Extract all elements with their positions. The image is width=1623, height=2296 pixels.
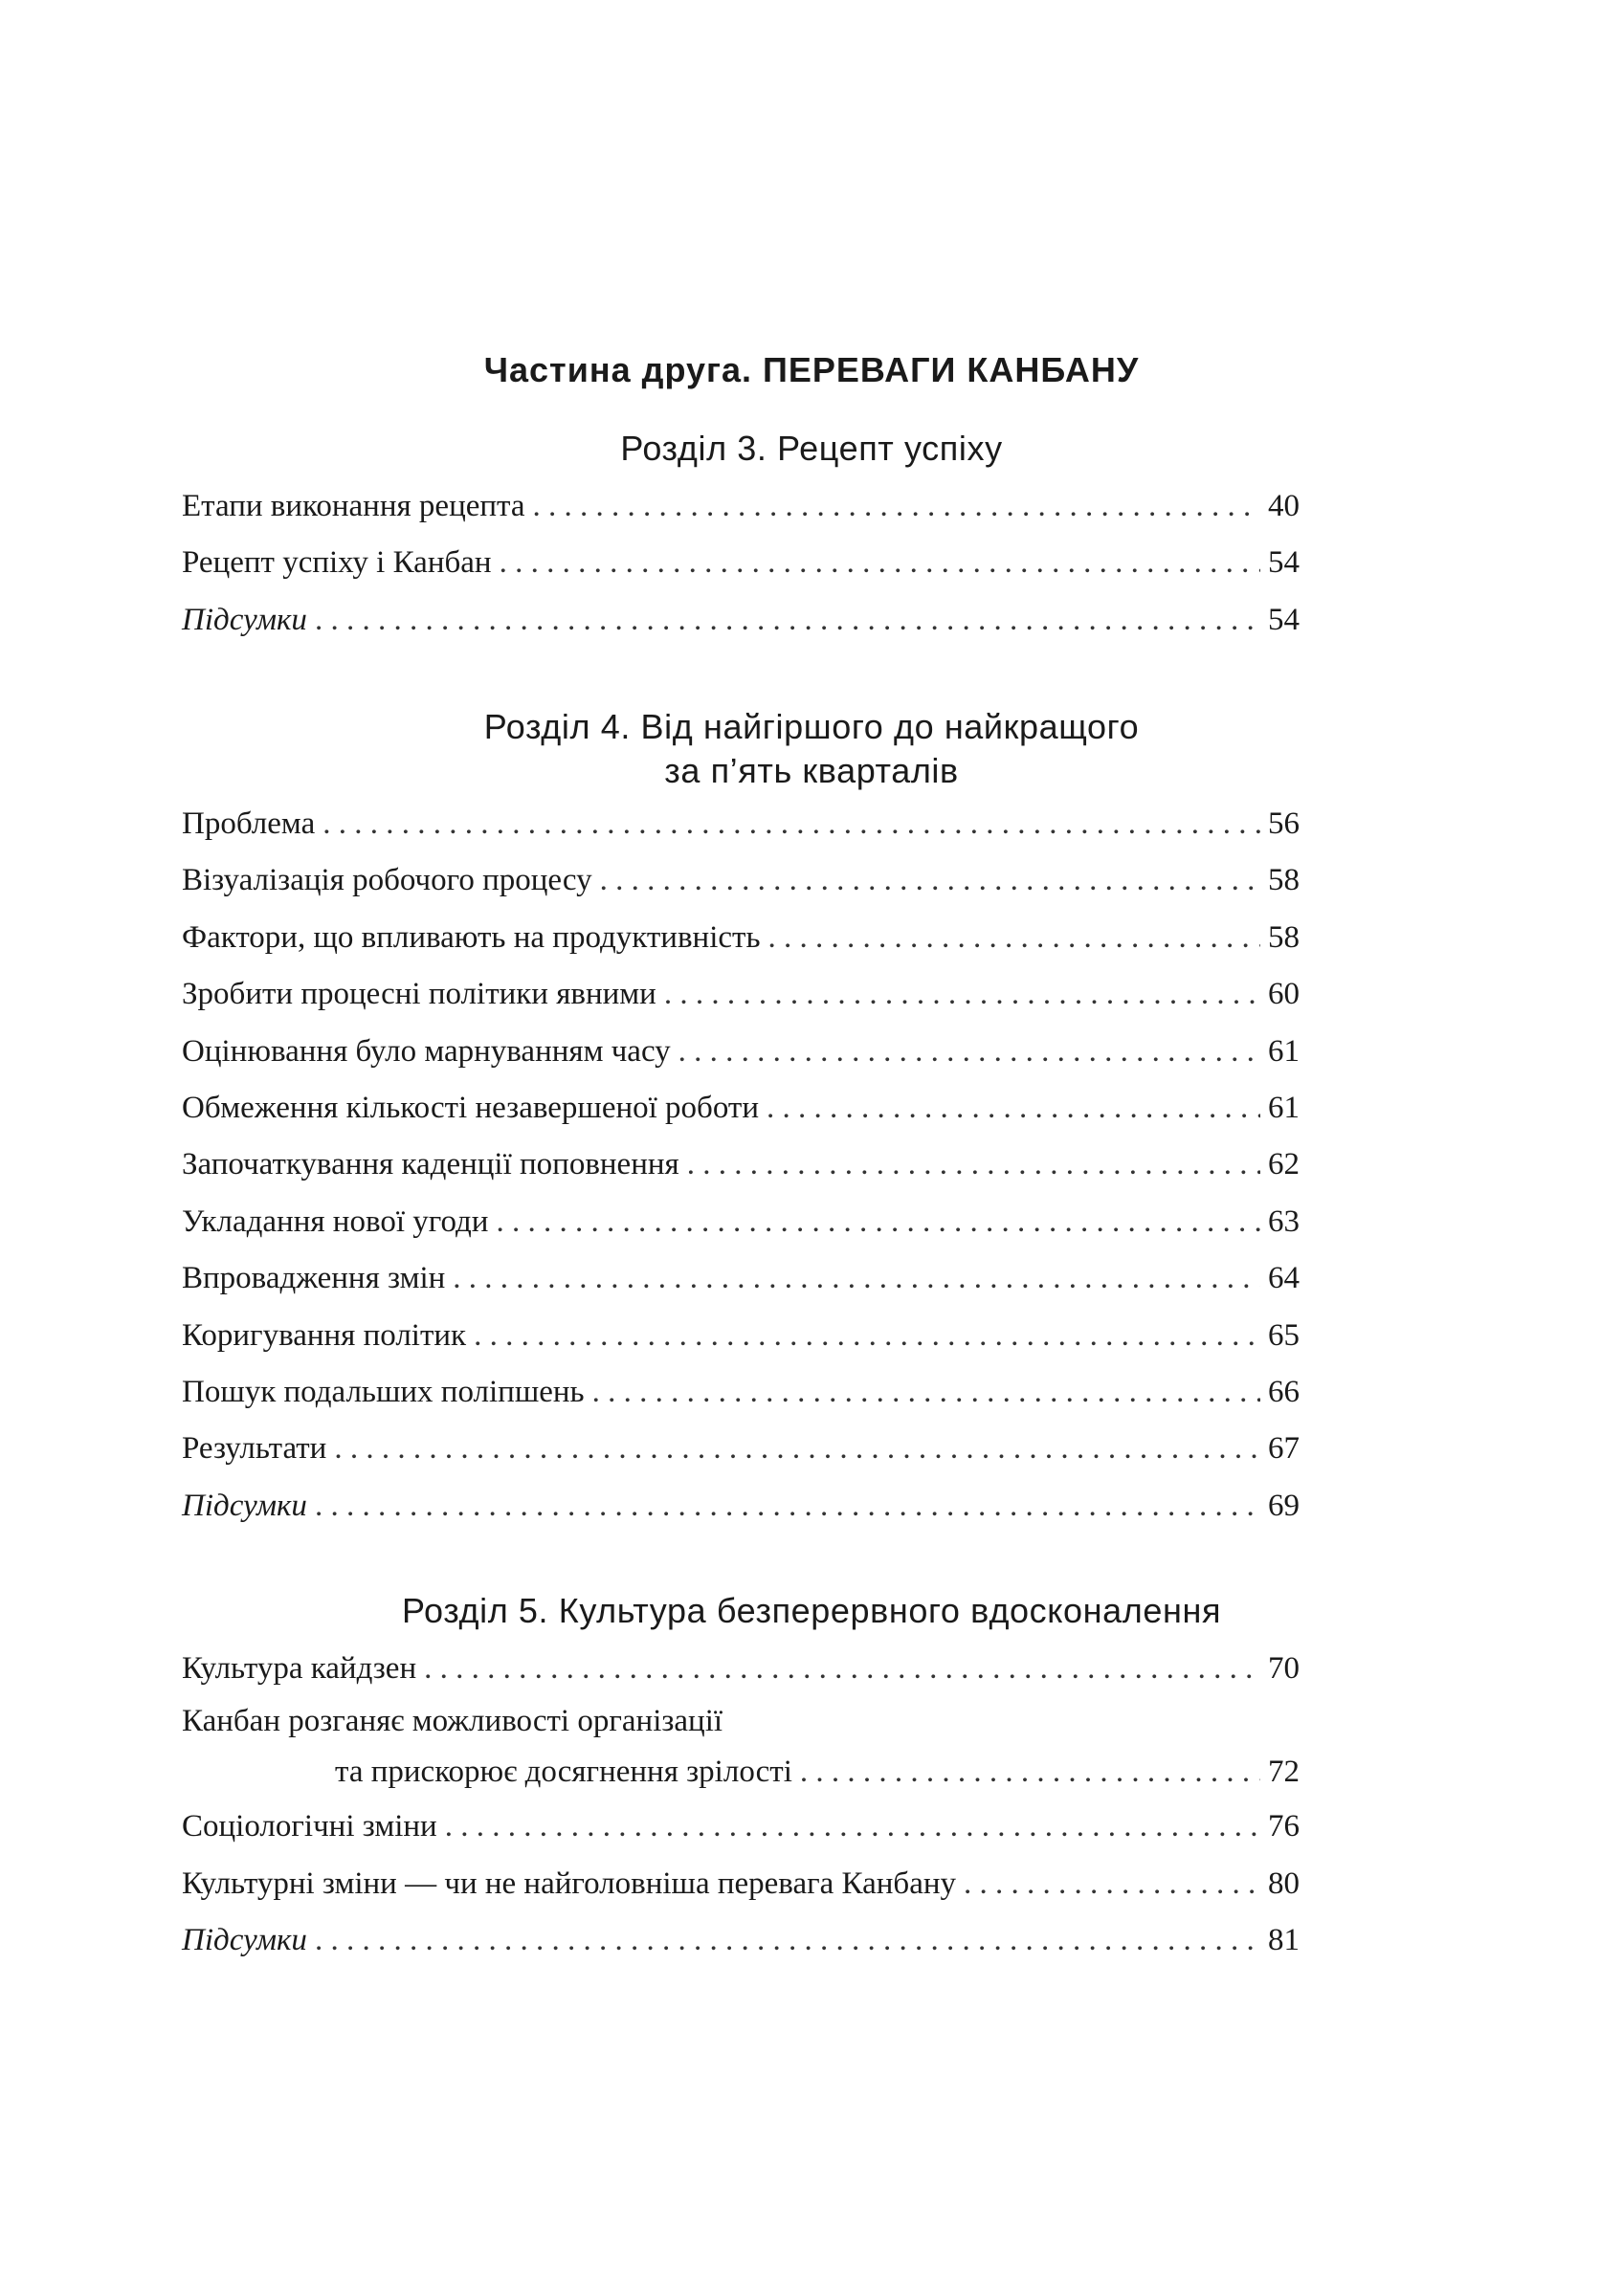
dot-leader	[424, 1641, 1260, 1697]
toc-entry[interactable]	[182, 1364, 1300, 1421]
chapter-3-title	[0, 427, 1623, 471]
toc-entry-label: Проблема	[182, 806, 316, 841]
toc-entry[interactable]	[182, 1697, 1300, 1799]
toc-entry[interactable]	[182, 852, 1300, 909]
dot-leader	[315, 1478, 1260, 1534]
dot-leader	[678, 1024, 1260, 1080]
toc-entry[interactable]	[182, 1194, 1300, 1250]
toc-entry-label: Пошук подальших поліпшень	[182, 1374, 585, 1409]
chapter-4-entries	[182, 796, 1300, 1534]
toc-entry-page: 60	[1268, 977, 1300, 1012]
toc-entry-label-cont: та прискорює досягнення зрілості	[335, 1755, 792, 1790]
toc-entry-label: Започаткування каденції поповнення	[182, 1147, 679, 1182]
chapter-5-title	[0, 1589, 1623, 1633]
dot-leader	[600, 852, 1260, 909]
toc-entry-label: Оцінювання було марнуванням часу	[182, 1033, 671, 1069]
toc-entry-page: 62	[1268, 1147, 1300, 1182]
chapter-4-title	[0, 705, 1623, 793]
toc-entry-page: 70	[1268, 1651, 1300, 1686]
toc-entry-page: 58	[1268, 863, 1300, 898]
dot-leader	[767, 1080, 1260, 1137]
toc-entry[interactable]	[182, 1080, 1300, 1137]
toc-entry-page: 65	[1268, 1317, 1300, 1353]
toc-entry-label: Підсумки	[182, 602, 307, 637]
toc-entry[interactable]	[182, 1137, 1300, 1193]
dot-leader	[964, 1856, 1260, 1912]
toc-entry-page: 72	[1268, 1755, 1300, 1790]
toc-entry-label: Канбан розганяє можливості організації	[182, 1704, 723, 1739]
dot-leader	[322, 796, 1260, 852]
toc-entry-page: 54	[1268, 602, 1300, 637]
toc-entry-label: Соціологічні зміни	[182, 1809, 437, 1844]
toc-entry-page: 56	[1268, 806, 1300, 841]
toc-entry-summary[interactable]	[182, 592, 1300, 649]
toc-entry-label: Обмеження кількості незавершеної роботи	[182, 1090, 759, 1125]
toc-entry[interactable]	[182, 1250, 1300, 1307]
toc-entry-label: Візуалізація робочого процесу	[182, 863, 592, 898]
toc-entry-label: Культура кайдзен	[182, 1651, 417, 1686]
chapter-title-line: Розділ 4. Від найгіршого до найкращого	[483, 707, 1140, 746]
toc-entry-page: 76	[1268, 1809, 1300, 1844]
toc-entry-page: 81	[1268, 1923, 1300, 1958]
toc-entry-summary[interactable]	[182, 1912, 1300, 1969]
toc-entry[interactable]	[182, 1024, 1300, 1080]
toc-entry[interactable]	[182, 966, 1300, 1023]
dot-leader	[664, 966, 1260, 1023]
dot-leader	[800, 1745, 1260, 1799]
toc-entry-label: Фактори, що впливають на продуктивність	[182, 919, 761, 955]
toc-entry-label: Підсумки	[182, 1488, 307, 1523]
toc-entry-label: Коригування політик	[182, 1317, 467, 1353]
chapter-title-line: Розділ 3. Рецепт успіху	[620, 429, 1003, 468]
dot-leader	[533, 478, 1260, 535]
chapter-title-line: за п’ять кварталів	[664, 751, 959, 790]
dot-leader	[768, 910, 1261, 966]
toc-entry-label: Етапи виконання рецепта	[182, 489, 525, 523]
toc-entry[interactable]	[182, 1421, 1300, 1477]
toc-entry-page: 63	[1268, 1203, 1300, 1239]
dot-leader	[496, 1194, 1260, 1250]
toc-entry-summary[interactable]	[182, 1478, 1300, 1534]
toc-entry-page: 61	[1268, 1090, 1300, 1125]
toc-entry-label: Рецепт успіху і Канбан	[182, 545, 492, 581]
part-title: Частина друга. ПЕРЕВАГИ КАНБАНУ	[483, 350, 1140, 389]
toc-entry-page: 66	[1268, 1374, 1300, 1409]
toc-entry[interactable]	[182, 1856, 1300, 1912]
chapter-3-entries	[182, 478, 1300, 649]
toc-entry[interactable]	[182, 535, 1300, 591]
toc-entry-page: 69	[1268, 1488, 1300, 1523]
dot-leader	[315, 592, 1260, 649]
toc-entry[interactable]	[182, 478, 1300, 535]
chapter-5-entries	[182, 1641, 1300, 1970]
dot-leader	[474, 1308, 1260, 1364]
toc-entry-label: Впровадження змін	[182, 1261, 446, 1296]
dot-leader	[334, 1421, 1260, 1477]
dot-leader	[453, 1250, 1260, 1307]
toc-entry-label: Зробити процесні політики явними	[182, 977, 656, 1012]
toc-entry[interactable]	[182, 1641, 1300, 1697]
dot-leader	[500, 535, 1260, 591]
toc-entry-page: 40	[1268, 489, 1300, 523]
toc-entry[interactable]	[182, 1308, 1300, 1364]
toc-entry-page: 61	[1268, 1033, 1300, 1069]
dot-leader	[315, 1912, 1260, 1969]
toc-entry-label: Підсумки	[182, 1923, 307, 1958]
toc-entry-page: 54	[1268, 545, 1300, 581]
dot-leader	[445, 1799, 1260, 1855]
toc-entry-page: 67	[1268, 1431, 1300, 1467]
toc-entry-page: 64	[1268, 1261, 1300, 1296]
toc-entry[interactable]	[182, 1799, 1300, 1855]
toc-entry-page: 80	[1268, 1866, 1300, 1901]
toc-entry-label: Результати	[182, 1431, 327, 1467]
toc-entry[interactable]	[182, 796, 1300, 852]
toc-entry-label: Культурні зміни — чи не найголовніша перевага Канбану	[182, 1866, 956, 1901]
toc-entry-page: 58	[1268, 919, 1300, 955]
toc-entry-label: Укладання нової угоди	[182, 1203, 489, 1239]
dot-leader	[687, 1137, 1260, 1193]
dot-leader	[592, 1364, 1260, 1421]
chapter-title-line: Розділ 5. Культура безперервного вдосконалення	[401, 1591, 1222, 1630]
toc-entry[interactable]	[182, 910, 1300, 966]
toc-entry-line-2	[182, 1745, 1300, 1799]
